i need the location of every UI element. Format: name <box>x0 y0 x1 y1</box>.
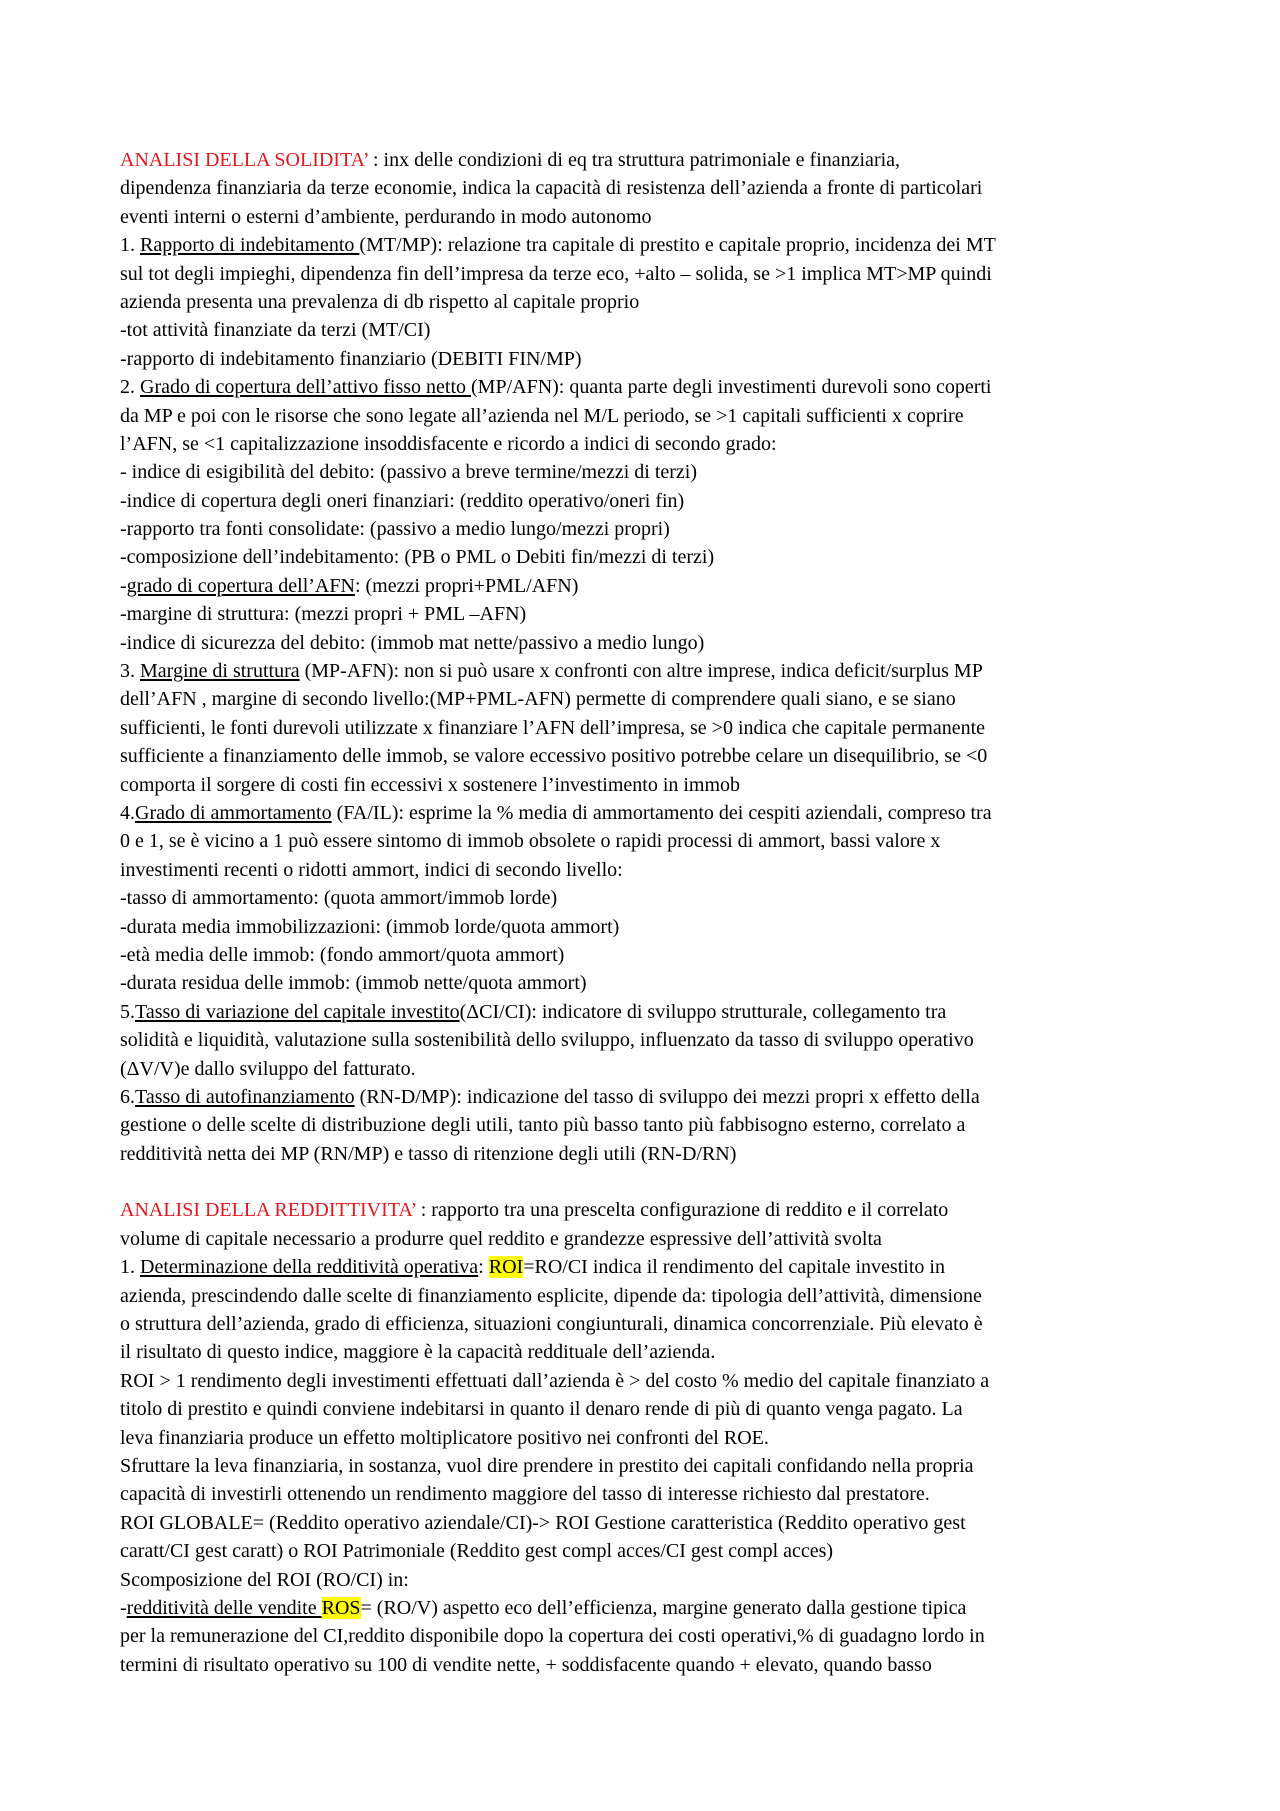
text-segment: sufficiente a finanziamento delle immob, se valore eccessivo positivo potrebbe celare un disequilibrio, se <0 <box>120 745 988 768</box>
text-segment: comporta il sorgere di costi fin eccessivi x sostenere l’investimento in immob <box>120 773 741 796</box>
text-segment: redditività netta dei MP (RN/MP) e tasso di ritenzione degli utili (RN-D/RN) <box>120 1142 737 1165</box>
text-line <box>120 373 1180 401</box>
paragraph-gap <box>120 1168 1180 1196</box>
text-segment: dell’AFN , margine di secondo livello:(MP+PML-AFN) permette di comprendere quali siano, e se siano <box>120 688 956 711</box>
text-segment: - <box>120 1596 127 1619</box>
text-line <box>120 345 1180 373</box>
text-segment: 0 e 1, se è vicino a 1 può essere sintomo di immob obsolete o rapidi processi di ammort, bassi valore x <box>120 830 941 853</box>
text-line <box>120 913 1180 941</box>
text-line <box>120 969 1180 997</box>
text-line <box>120 1055 1180 1083</box>
text-segment: eventi interni o esterni d’ambiente, perdurando in modo autonomo <box>120 205 652 228</box>
text-segment: : (mezzi propri+PML/AFN) <box>354 574 579 597</box>
text-line <box>120 1083 1180 1111</box>
text-line <box>120 1424 1180 1452</box>
text-line <box>120 629 1180 657</box>
text-line <box>120 1196 1180 1224</box>
text-line <box>120 458 1180 486</box>
text-line <box>120 742 1180 770</box>
text-line <box>120 657 1180 685</box>
text-line <box>120 1509 1180 1537</box>
text-segment: (FA/IL): esprime la % media di ammortamento dei cespiti aziendali, compreso tra <box>331 801 992 824</box>
text-segment: (MP-AFN): non si può usare x confronti con altre imprese, indica deficit/surplus MP <box>299 660 983 683</box>
section-redditivita <box>120 1196 1180 1679</box>
text-segment: -età media delle immob: (fondo ammort/quota ammort) <box>120 943 565 966</box>
text-line <box>120 1253 1180 1281</box>
underlined-term: Grado di ammortamento <box>135 801 332 824</box>
text-segment: sul tot degli impieghi, dipendenza fin dell’impresa da terze eco, +alto – solida, se >1 implica MT>MP quindi <box>120 262 992 285</box>
text-line <box>120 515 1180 543</box>
text-segment: : rapporto tra una prescelta configurazione di reddito e il correlato <box>415 1199 949 1222</box>
text-segment: volume di capitale necessario a produrre quel reddito e grandezze espressive dell’attività svolta <box>120 1227 882 1250</box>
text-segment: l’AFN, se <1 capitalizzazione insoddisfacente e ricordo a indici di secondo grado: <box>120 432 777 455</box>
text-line <box>120 174 1180 202</box>
text-segment: capacità di investirli ottenendo un rendimento maggiore del tasso di interesse richiesto dal prestatore. <box>120 1483 930 1506</box>
text-segment: investimenti recenti o ridotti ammort, indici di secondo livello: <box>120 858 623 881</box>
underlined-term: grado di copertura dell’AFN <box>126 574 355 597</box>
document-page <box>120 146 1180 1679</box>
text-segment: -tot attività finanziate da terzi (MT/CI) <box>120 319 431 342</box>
text-line <box>120 430 1180 458</box>
text-segment: azienda presenta una prevalenza di db rispetto al capitale proprio <box>120 290 640 313</box>
text-segment: termini di risultato operativo su 100 di vendite nette, + soddisfacente quando + elevato, quando basso <box>120 1653 932 1676</box>
section-heading: ANALISI DELLA SOLIDITA’ <box>120 149 368 171</box>
text-line <box>120 146 1180 174</box>
text-line <box>120 572 1180 600</box>
text-segment: 4. <box>120 801 135 824</box>
text-segment: 5. <box>120 1000 135 1023</box>
underlined-term: Margine di struttura <box>140 660 300 683</box>
text-line <box>120 1282 1180 1310</box>
text-line <box>120 1338 1180 1366</box>
text-segment: (ΔCI/CI): indicatore di sviluppo strutturale, collegamento tra <box>459 1000 947 1023</box>
text-segment: titolo di prestito e quindi conviene indebitarsi in quanto il denaro rende di più di quanto venga pagato. La <box>120 1398 963 1421</box>
text-line <box>120 799 1180 827</box>
text-segment: sufficienti, le fonti durevoli utilizzate x finanziare l’AFN dell’impresa, se >0 indica che capitale permanente <box>120 716 986 739</box>
text-line <box>120 288 1180 316</box>
highlighted-term: ROS <box>321 1596 361 1619</box>
text-segment: 3. <box>120 660 140 683</box>
text-line <box>120 487 1180 515</box>
text-line <box>120 1367 1180 1395</box>
text-segment: -durata residua delle immob: (immob nette/quota ammort) <box>120 972 587 995</box>
text-line <box>120 714 1180 742</box>
section-solidita <box>120 146 1180 1168</box>
text-segment: = (RO/V) aspetto eco dell’efficienza, margine generato dalla gestione tipica <box>360 1596 967 1619</box>
text-segment: caratt/CI gest caratt) o ROI Patrimoniale (Reddito gest compl acces/CI gest compl acces) <box>120 1540 834 1563</box>
text-segment: -rapporto tra fonti consolidate: (passivo a medio lungo/mezzi propri) <box>120 518 670 541</box>
text-line <box>120 1225 1180 1253</box>
text-line <box>120 1026 1180 1054</box>
underlined-term: Tasso di autofinanziamento <box>135 1085 355 1108</box>
text-segment: 2. <box>120 376 140 399</box>
text-line <box>120 771 1180 799</box>
text-line <box>120 1594 1180 1622</box>
text-line <box>120 1140 1180 1168</box>
text-segment: 1. <box>120 1256 140 1279</box>
text-segment: leva finanziaria produce un effetto moltiplicatore positivo nei confronti del ROE. <box>120 1426 769 1449</box>
text-line <box>120 1566 1180 1594</box>
text-segment: : <box>478 1256 489 1279</box>
text-segment: (MT/MP): relazione tra capitale di prestito e capitale proprio, incidenza dei MT <box>359 234 996 257</box>
text-segment: - indice di esigibilità del debito: (passivo a breve termine/mezzi di terzi) <box>120 461 698 484</box>
highlighted-term: ROI <box>488 1256 524 1279</box>
text-segment: gestione o delle scelte di distribuzione degli utili, tanto più basso tanto più fabbisogno esterno, correlato a <box>120 1114 966 1137</box>
text-segment: ROI > 1 rendimento degli investimenti effettuati dall’azienda è > del costo % medio del capitale finanziato a <box>120 1369 990 1392</box>
text-line <box>120 316 1180 344</box>
text-segment: solidità e liquidità, valutazione sulla sostenibilità dello sviluppo, influenzato da tasso di sviluppo operativo <box>120 1029 974 1052</box>
text-segment: =RO/CI indica il rendimento del capitale investito in <box>523 1256 945 1279</box>
text-segment: : inx delle condizioni di eq tra struttura patrimoniale e finanziaria, <box>368 149 901 171</box>
section-heading: ANALISI DELLA REDDITTIVITA’ <box>120 1199 416 1222</box>
text-line <box>120 1537 1180 1565</box>
text-line <box>120 1622 1180 1650</box>
text-segment: -indice di copertura degli oneri finanziari: (reddito operativo/oneri fin) <box>120 489 685 512</box>
text-line <box>120 856 1180 884</box>
text-segment: o struttura dell’azienda, grado di efficienza, situazioni congiunturali, dinamica concorrenziale. Più elevato è <box>120 1313 983 1336</box>
text-line <box>120 600 1180 628</box>
text-line <box>120 685 1180 713</box>
text-segment: 6. <box>120 1085 135 1108</box>
text-line <box>120 231 1180 259</box>
text-segment: da MP e poi con le risorse che sono legate all’azienda nel M/L periodo, se >1 capitali sufficienti x coprire <box>120 404 964 427</box>
text-line <box>120 1111 1180 1139</box>
text-segment: Scomposizione del ROI (RO/CI) in: <box>120 1568 409 1591</box>
text-segment: - <box>120 574 127 597</box>
text-segment: -margine di struttura: (mezzi propri + PML –AFN) <box>120 603 527 626</box>
text-segment: 1. <box>120 234 140 257</box>
underlined-term: Grado di copertura dell’attivo fisso netto <box>140 376 472 399</box>
text-segment: -composizione dell’indebitamento: (PB o PML o Debiti fin/mezzi di terzi) <box>120 546 715 569</box>
underlined-term: Tasso di variazione del capitale investito <box>135 1000 460 1023</box>
text-line <box>120 1651 1180 1679</box>
text-line <box>120 827 1180 855</box>
underlined-term: Rapporto di indebitamento <box>140 234 360 257</box>
text-line <box>120 260 1180 288</box>
text-line <box>120 1310 1180 1338</box>
text-line <box>120 402 1180 430</box>
text-line <box>120 203 1180 231</box>
text-segment: -tasso di ammortamento: (quota ammort/immob lorde) <box>120 887 558 910</box>
text-segment: -indice di sicurezza del debito: (immob mat nette/passivo a medio lungo) <box>120 631 705 654</box>
text-segment: (MP/AFN): quanta parte degli investimenti durevoli sono coperti <box>471 376 992 399</box>
text-segment: per la remunerazione del CI,reddito disponibile dopo la copertura dei costi operativi,% di guadagno lordo in <box>120 1625 985 1648</box>
text-line <box>120 543 1180 571</box>
text-line <box>120 1480 1180 1508</box>
text-segment: il risultato di questo indice, maggiore è la capacità reddituale dell’azienda. <box>120 1341 716 1364</box>
text-segment: (ΔV/V)e dallo sviluppo del fatturato. <box>120 1057 416 1080</box>
text-line <box>120 884 1180 912</box>
text-line <box>120 998 1180 1026</box>
text-segment: -rapporto di indebitamento finanziario (DEBITI FIN/MP) <box>120 347 582 370</box>
text-segment: azienda, prescindendo dalle scelte di finanziamento esplicite, dipende da: tipologia dell’attività, dimensione <box>120 1284 982 1307</box>
text-line <box>120 1452 1180 1480</box>
text-segment: -durata media immobilizzazioni: (immob lorde/quota ammort) <box>120 915 620 938</box>
text-segment: dipendenza finanziaria da terze economie, indica la capacità di resistenza dell’azienda a fronte di particolari <box>120 177 983 200</box>
underlined-term: Determinazione della redditività operativa <box>140 1256 479 1279</box>
text-line <box>120 941 1180 969</box>
underlined-term: redditività delle vendite <box>126 1596 322 1619</box>
text-segment: Sfruttare la leva finanziaria, in sostanza, vuol dire prendere in prestito dei capitali confidando nella propria <box>120 1454 974 1477</box>
text-segment: (RN-D/MP): indicazione del tasso di sviluppo dei mezzi propri x effetto della <box>354 1085 980 1108</box>
text-line <box>120 1395 1180 1423</box>
text-segment: ROI GLOBALE= (Reddito operativo aziendale/CI)-> ROI Gestione caratteristica (Reddito operativo gest <box>120 1511 966 1534</box>
